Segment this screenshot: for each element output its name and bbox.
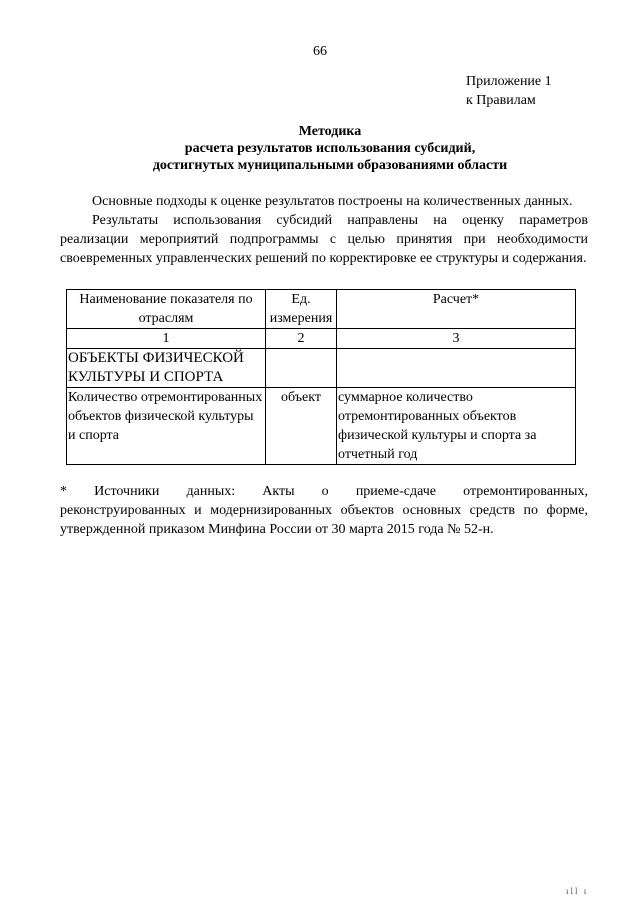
section-title-cell [67,349,266,388]
header-indicator-name: Наименование показателя по отраслям [67,290,266,329]
column-number-1: 1 [67,329,266,349]
footnote-word: о [321,484,329,499]
footnote-first-line [60,482,588,501]
section-empty-cell-unit [266,349,337,388]
document-title [80,123,580,174]
footnote-rest: реконструированных и модернизированных объектов основных средств по форме, утвержденной приказом Минфина России от 30 марта 2015 года № 52-н. [60,503,588,537]
appendix-line-2: к Правилам [466,93,536,108]
header-calculation: Расчет* [337,290,576,329]
paragraph-1: Основные подходы к оценке результатов построены на количественных данных. [92,194,573,209]
footnote-word: отремонтированных, [463,484,588,499]
table-column-numbers-row [67,329,576,349]
appendix-note [466,72,552,110]
row-calculation: суммарное количество отремонтированных объектов физической культуры и спорта за отчетный год [337,388,576,465]
corner-mark: ıll ı [566,886,589,896]
table-row [67,388,576,465]
table-section-row [67,349,576,388]
title-line-1: Методика [298,124,362,139]
appendix-line-1: Приложение 1 [466,74,552,89]
column-number-2: 2 [266,329,337,349]
footnote-word: * [60,484,67,499]
indicator-table [66,289,576,465]
footnote-word: Источники [94,484,160,499]
title-line-2: расчета результатов использования субсидий, [184,141,476,156]
row-indicator-name: Количество отремонтированных объектов физической культуры и спорта [67,388,266,465]
header-unit: Ед. измерения [266,290,337,329]
footnote-word: приеме-сдаче [355,484,436,499]
footnote [60,482,588,539]
column-number-3: 3 [337,329,576,349]
section-title: ОБЪЕКТЫ ФИЗИЧЕСКОЙ КУЛЬТУРЫ И СПОРТА [68,350,244,385]
section-empty-cell-calc [337,349,576,388]
title-line-3: достигнутых муниципальными образованиями области [152,158,508,173]
footnote-word: Акты [262,484,295,499]
row-unit: объект [266,388,337,465]
paragraph-2: Результаты использования субсидий направлены на оценку параметров реализации мероприятий подпрограммы с целью принятия при необходимости своевременных управленческих решений по корректировке ее структуры и содержания. [60,213,588,266]
table-header-row [67,290,576,329]
footnote-word: данных: [186,484,236,499]
page-number: 66 [313,44,327,59]
